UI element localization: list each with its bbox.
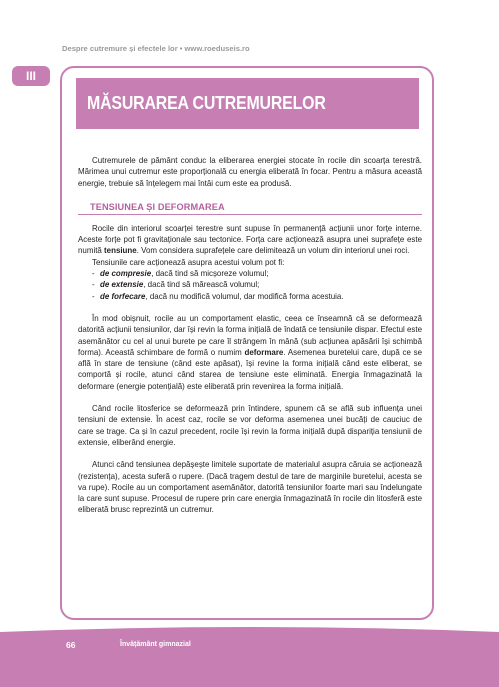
list-item: - de compresie, dacă tind să micșoreze volumul; bbox=[92, 269, 269, 279]
paragraph-extension: Când rocile litosferice se deformează prin întindere, spunem că se află sub influența unei tensiuni de extensie. În acest caz, rocile se vor deforma asemenea unei bucăți de cauciuc de care se trage. Ca și în cazul precedent, rocile își revin la forma inițială după dispariția tensiunii de extensie, eliberând energie. bbox=[78, 404, 422, 447]
chapter-tab: III bbox=[12, 66, 50, 86]
page-title: MĂSURAREA CUTREMURELOR bbox=[87, 92, 326, 113]
page-number: 66 bbox=[66, 640, 76, 650]
intro-paragraph: Cutremurele de pământ conduc la eliberarea energiei stocate în rocile din scoarța terestră. Mărimea unui cutremur este proporțională cu energia eliberată în focar. Pentru a măsura această energie, trebuie să înțelegem mai întâi cum este ea produsă. bbox=[78, 156, 422, 188]
stress-types-list bbox=[78, 268, 422, 302]
term-deformare: deformare bbox=[244, 347, 284, 357]
title-bar bbox=[76, 78, 419, 129]
list-intro: Tensiunile care acționează asupra acestui volum pot fi: bbox=[92, 257, 285, 267]
paragraph-elastic: În mod obișnuit, rocile au un comportament elastic, ceea ce înseamnă că se deformează datorită acțiunii tensiunilor, dar își revin la forma inițială de îndată ce tensiunile dispar. Efectul este asemănător cu cel al unui burete pe care îl strângem în mână (sub acțiunea apăsării își schimbă forma). Această schimbare de formă o numim deformare. Asemenea buretelui care, după ce se află în stare de tensiune (când este apăsat), își revine la forma inițială când este eliberat, se comportă și rocile, atunci când starea de tensiune este eliminată. Energia înmagazinată la deformare (energie potențială) este eliberată prin revenirea la forma inițială. bbox=[78, 313, 423, 391]
section-heading: TENSIUNEA ȘI DEFORMAREA bbox=[78, 202, 422, 215]
paragraph-forces: Rocile din interiorul scoarței terestre sunt supuse în permanență acțiunii unor forțe interne. Aceste forțe pot fi gravitaționale sau tectonice. Forța care acționează asupra unei suprafețe este numită tensiune. Vom considera suprafețele care delimitează un volum din interiorul unei roci. bbox=[78, 223, 422, 256]
list-item: - de extensie, dacă tind să mărească volumul; bbox=[92, 280, 260, 290]
main-content bbox=[78, 155, 422, 516]
list-item: - de forfecare, dacă nu modifică volumul, dar modifică forma acestuia. bbox=[92, 291, 344, 301]
term-tensiune: tensiune bbox=[104, 246, 137, 256]
paragraph-rupture: Atunci când tensiunea depășește limitele suportate de materialul asupra căruia se acționează (rezistența), acesta suferă o rupere. (Dacă tragem destul de tare de marginile buretelui, acesta se va rupe). Rocile au un comportament asemănător, datorită tensiunilor foarte mari sau îndelungate la care sunt supuse. Procesul de rupere prin care energia înmagazinată în rocile din litosferă este eliberată brusc reprezintă un cutremur. bbox=[78, 460, 422, 515]
footer-label: Învățământ gimnazial bbox=[120, 641, 191, 648]
running-header: Despre cutremure și efectele lor • www.roeduseis.ro bbox=[62, 44, 250, 53]
